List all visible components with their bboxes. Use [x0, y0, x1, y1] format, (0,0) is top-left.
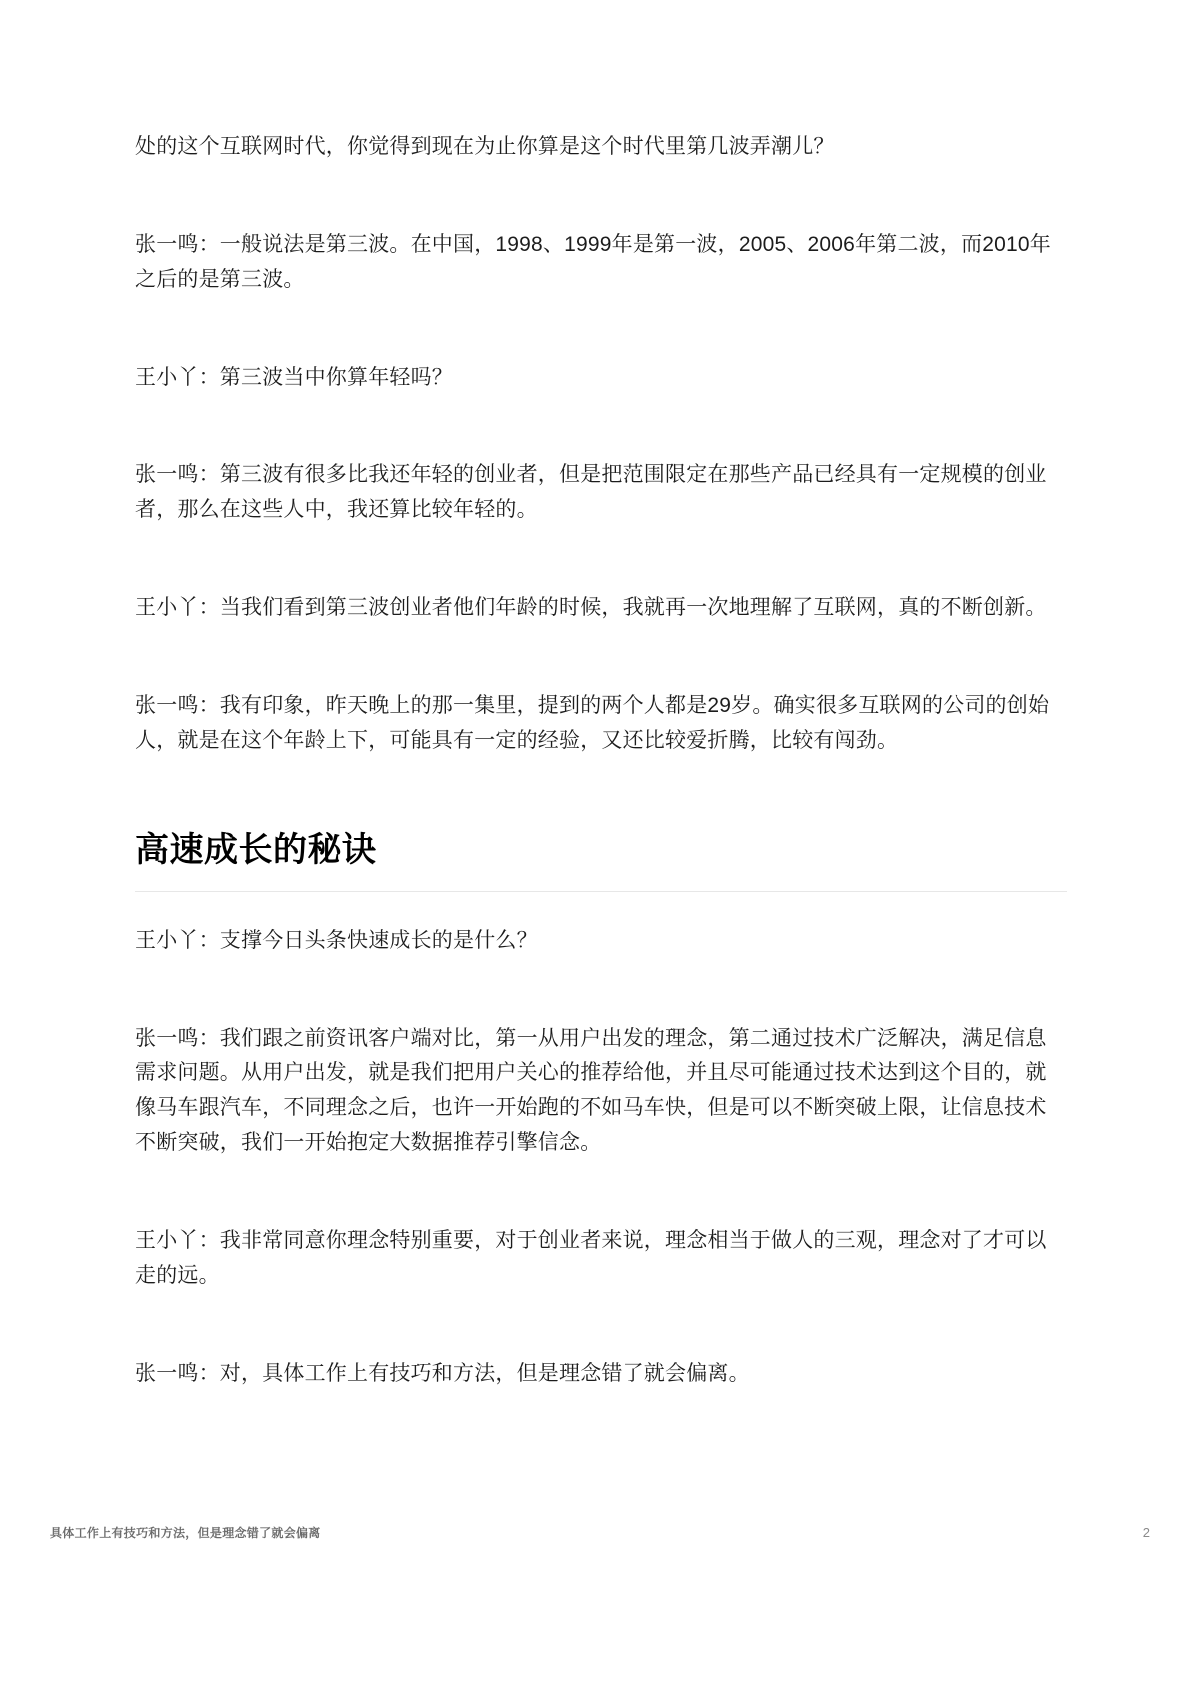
page-footer	[50, 1524, 1150, 1541]
paragraph: 处的这个互联网时代，你觉得到现在为止你算是这个时代里第几波弄潮儿？	[135, 135, 835, 158]
paragraph: 王小丫：支撑今日头条快速成长的是什么？	[135, 928, 538, 952]
footer-running-title: 具体工作上有技巧和方法，但是理念错了就会偏离	[50, 1526, 321, 1540]
footer-page-number: 2	[1142, 1525, 1150, 1540]
paragraph: 王小丫：我非常同意你理念特别重要，对于创业者来说，理念相当于做人的三观，理念对了才可以走的远。	[135, 1229, 1047, 1287]
paragraph: 张一鸣：我有印象，昨天晚上的那一集里，提到的两个人都是29岁。确实很多互联网的公司的创始人，就是在这个年龄上下，可能具有一定的经验，又还比较爱折腾，比较有闯劲。	[135, 694, 1050, 752]
paragraph: 张一鸣：我们跟之前资讯客户端对比，第一从用户出发的理念，第二通过技术广泛解决，满足信息需求问题。从用户出发，就是我们把用户关心的推荐给他，并且尽可能通过技术达到这个目的，就像马车跟汽车，不同理念之后，也许一开始跑的不如马车快，但是可以不断突破上限，让信息技术不断突破，我们一开始抱定大数据推荐引擎信念。	[135, 1026, 1047, 1155]
paragraph: 张一鸣：一般说法是第三波。在中国，1998、1999年是第一波，2005、2006年第二波，而2010年之后的是第三波。	[135, 232, 1051, 291]
paragraph: 张一鸣：第三波有很多比我还年轻的创业者，但是把范围限定在那些产品已经具有一定规模的创业者，那么在这些人中，我还算比较年轻的。	[135, 463, 1047, 522]
paragraph: 张一鸣：对，具体工作上有技巧和方法，但是理念错了就会偏离。	[135, 1361, 750, 1385]
section-heading: 高速成长的秘诀	[135, 830, 377, 869]
section-divider	[135, 891, 1067, 892]
paragraph: 王小丫：当我们看到第三波创业者他们年龄的时候，我就再一次地理解了互联网，真的不断创新。	[135, 596, 1047, 620]
paragraph: 王小丫：第三波当中你算年轻吗？	[135, 365, 453, 389]
